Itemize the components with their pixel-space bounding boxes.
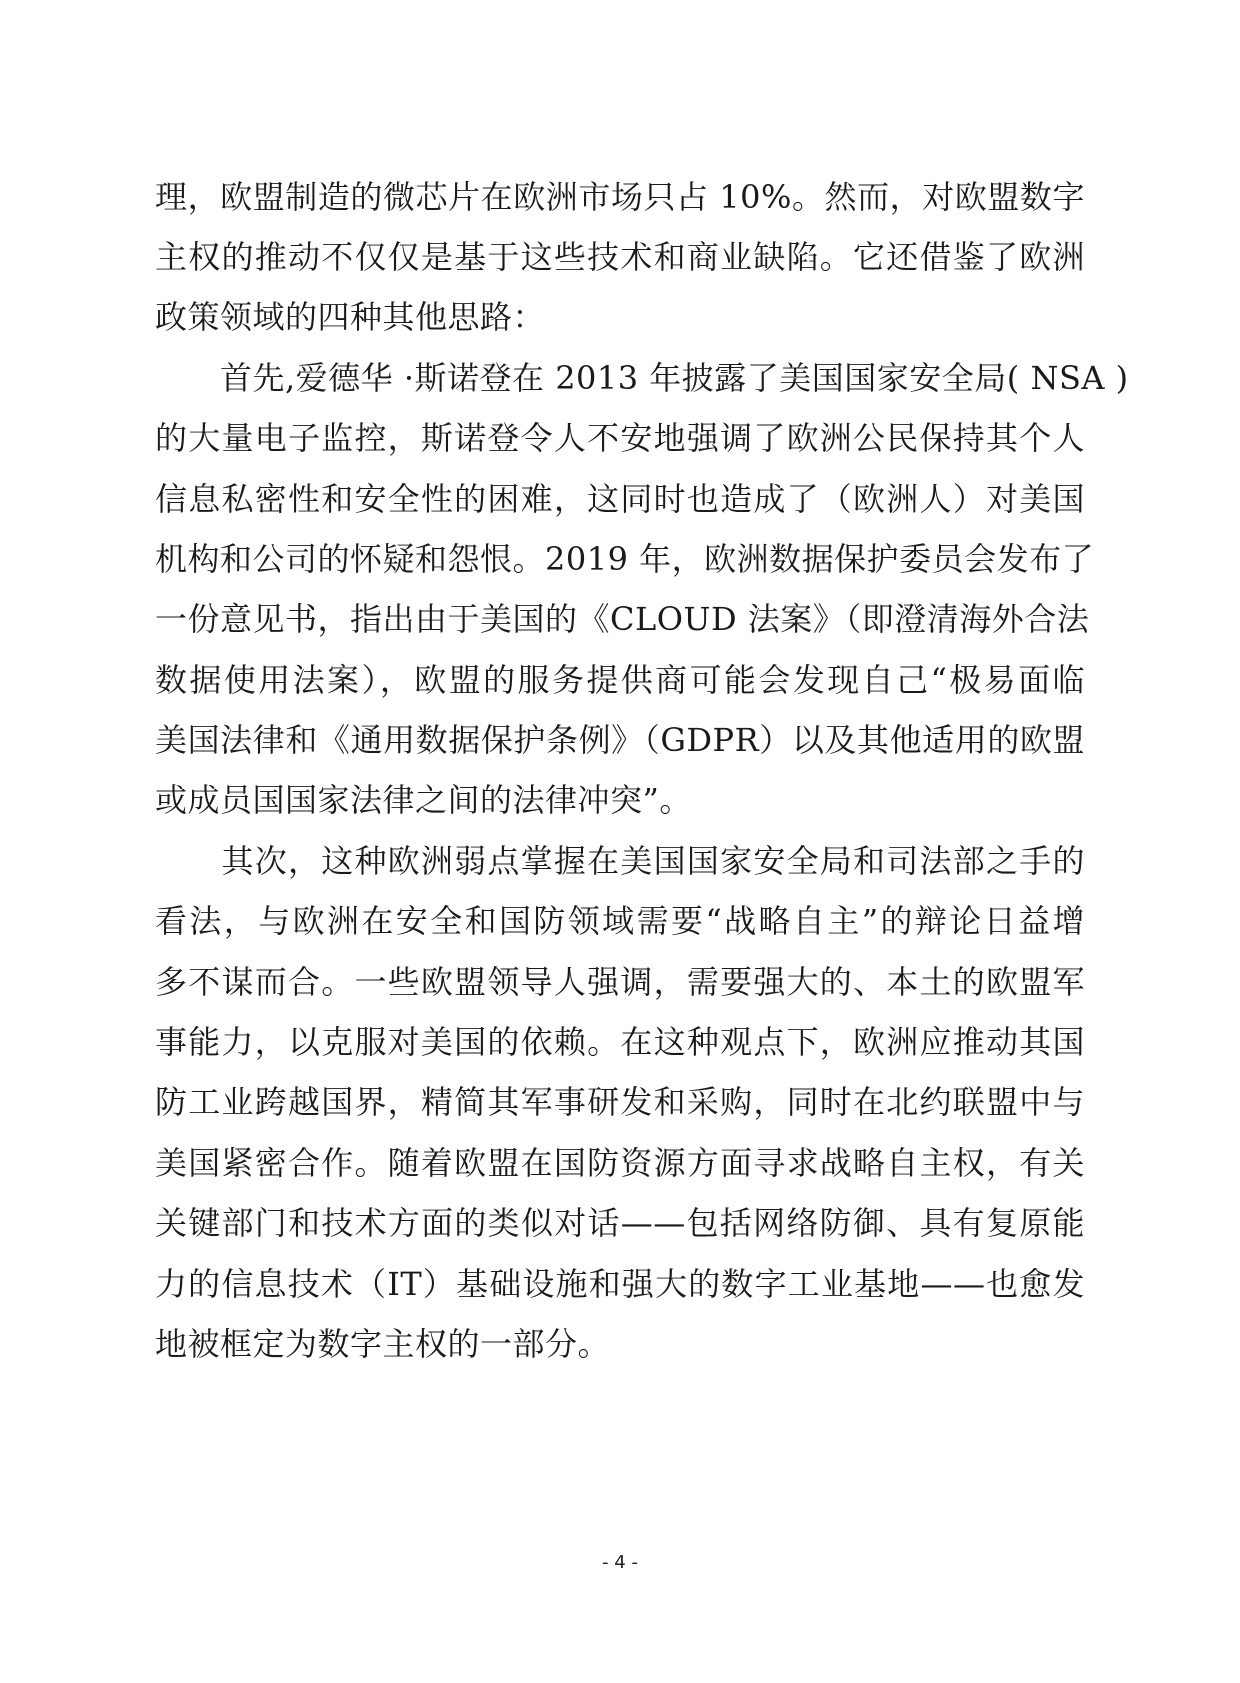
text-line: 信息私密性和安全性的困难，这同时也造成了（欧洲人）对美国 [155, 480, 1085, 518]
text-line: 一份意见书，指出由于美国的《CLOUD 法案》（即澄清海外合法 [155, 600, 1090, 638]
text-line: 美国紧密合作。随着欧盟在国防资源方面寻求战略自主权，有关 [155, 1144, 1085, 1182]
text-line: 防工业跨越国界，精简其军事研发和采购，同时在北约联盟中与 [155, 1083, 1085, 1121]
text-line: 其次，这种欧洲弱点掌握在美国国家安全局和司法部之手的 [155, 842, 1085, 880]
text-line: 看法，与欧洲在安全和国防领域需要“战略自主”的辩论日益增 [155, 902, 1085, 940]
text-line: 地被框定为数字主权的一部分。 [155, 1325, 611, 1363]
text-line: 或成员国国家法律之间的法律冲突”。 [155, 781, 692, 819]
text-line: 的大量电子监控，斯诺登令人不安地强调了欧洲公民保持其个人 [155, 419, 1085, 457]
text-line: 多不谋而合。一些欧盟领导人强调，需要强大的、本土的欧盟军 [155, 963, 1085, 1001]
text-line: 首先,爱德华 ·斯诺登在 2013 年披露了美国国家安全局( NSA ) [155, 359, 1129, 397]
text-line: 关键部门和技术方面的类似对话——包括网络防御、具有复原能 [155, 1204, 1085, 1242]
text-line: 美国法律和《通用数据保护条例》（GDPR）以及其他适用的欧盟 [155, 721, 1085, 759]
text-line: 力的信息技术（IT）基础设施和强大的数字工业基地——也愈发 [155, 1265, 1085, 1303]
text-line: 理，欧盟制造的微芯片在欧洲市场只占 10%。然而，对欧盟数字 [155, 178, 1085, 216]
text-line: 事能力，以克服对美国的依赖。在这种观点下，欧洲应推动其国 [155, 1023, 1085, 1061]
text-line: 机构和公司的怀疑和怨恨。2019 年，欧洲数据保护委员会发布了 [155, 540, 1095, 578]
page-number: - 4 - [602, 1552, 638, 1573]
text-line: 主权的推动不仅仅是基于这些技术和商业缺陷。它还借鉴了欧洲 [155, 238, 1085, 276]
text-line: 数据使用法案），欧盟的服务提供商可能会发现自己“极易面临 [155, 661, 1085, 699]
text-line: 政策领域的四种其他思路： [155, 298, 546, 336]
